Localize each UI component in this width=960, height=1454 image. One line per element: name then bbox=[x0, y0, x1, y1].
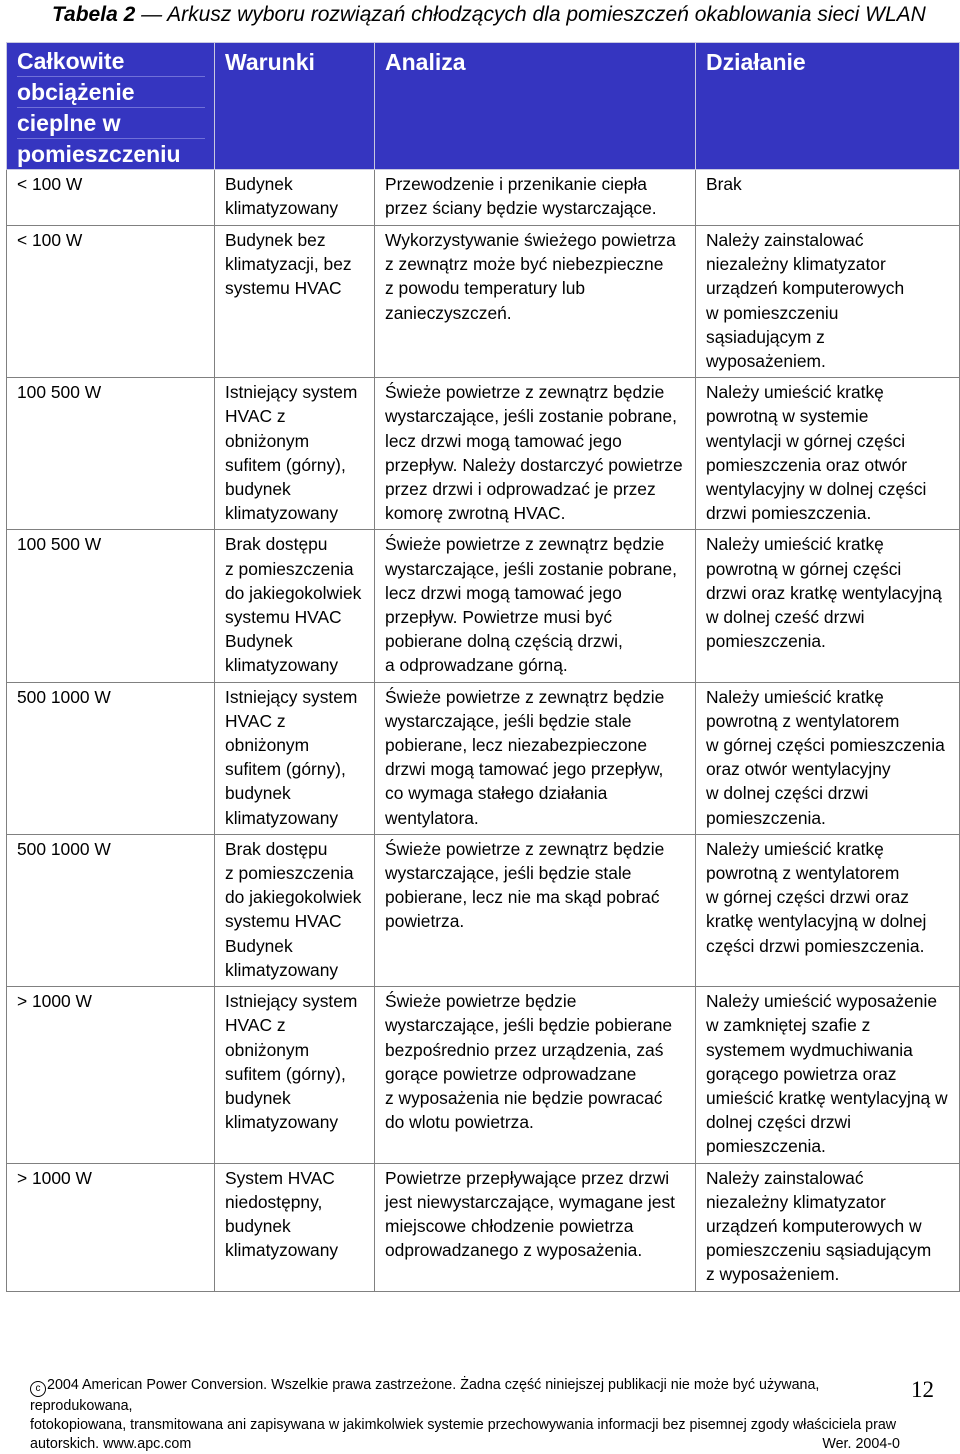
cell-line: powietrza. bbox=[385, 911, 465, 932]
cell-line: 500 1000 W bbox=[17, 838, 111, 859]
cell-line: gorące powietrze odprowadzane bbox=[385, 1063, 637, 1084]
footer-website: autorskich. www.apc.com bbox=[30, 1436, 192, 1452]
cell-line: wentylacji w górnej części bbox=[706, 430, 906, 451]
header-line: pomieszczeniu bbox=[17, 141, 181, 167]
cell-line: w górnej części pomieszczenia bbox=[706, 735, 945, 756]
cell-line: Budynek bbox=[225, 631, 293, 652]
cell-line: Należy umieścić kratkę bbox=[706, 534, 884, 555]
page-number: 12 bbox=[911, 1377, 934, 1402]
copyright-icon: c bbox=[30, 1381, 46, 1397]
cell-line: a odprowadzane górną. bbox=[385, 655, 568, 676]
cell-line: > 1000 W bbox=[17, 1167, 92, 1188]
cell-line: urządzeń komputerowych bbox=[706, 278, 905, 299]
header-line: obciążenie bbox=[17, 77, 205, 108]
cell-line: pobierane dolną częścią drzwi, bbox=[385, 631, 623, 652]
footer-line-2: fotokopiowana, transmitowana ani zapisywana w jakimkolwiek systemie przechowywania informacji bez pisemnej zgody właściciela praw bbox=[30, 1417, 897, 1433]
cell-line: wystarczające, jeśli będzie stale bbox=[385, 710, 632, 731]
header-line: Działanie bbox=[706, 49, 806, 75]
cell-line: drzwi oraz kratkę wentylacyjną bbox=[706, 582, 942, 603]
analysis-cell bbox=[375, 226, 696, 378]
cell-line: jest niewystarczające, wymagane jest bbox=[385, 1191, 675, 1212]
cell-line: klimatyzowany bbox=[225, 959, 339, 980]
action-cell bbox=[696, 834, 960, 986]
cell-line: sufitem (górny), bbox=[225, 759, 346, 780]
cell-line: dolnej części drzwi bbox=[706, 1112, 851, 1133]
conditions-cell bbox=[215, 170, 375, 226]
action-cell bbox=[696, 987, 960, 1163]
action-cell bbox=[696, 682, 960, 834]
footer-line-1 bbox=[30, 1376, 900, 1416]
table-title bbox=[52, 3, 926, 27]
conditions-cell bbox=[215, 226, 375, 378]
cell-line: Świeże powietrze z zewnątrz będzie bbox=[385, 686, 665, 707]
cell-line: klimatyzowany bbox=[225, 807, 339, 828]
heat-load-cell bbox=[7, 834, 215, 986]
cell-line: w górnej części drzwi oraz bbox=[706, 887, 909, 908]
cell-line: Powietrze przepływające przez drzwi bbox=[385, 1167, 670, 1188]
cell-line: System HVAC bbox=[225, 1167, 335, 1188]
cell-line: pomieszczeniu sąsiadującym bbox=[706, 1240, 932, 1261]
cell-line: klimatyzowany bbox=[225, 198, 339, 219]
cell-line: do jakiegokolwiek bbox=[225, 582, 362, 603]
cell-line: pomieszczenia. bbox=[706, 631, 826, 652]
header-row bbox=[7, 43, 960, 170]
action-cell bbox=[696, 530, 960, 682]
conditions-cell bbox=[215, 987, 375, 1163]
conditions-cell bbox=[215, 834, 375, 986]
analysis-cell bbox=[375, 378, 696, 530]
cell-line: w dolnej cześć drzwi bbox=[706, 607, 865, 628]
cell-line: systemu HVAC bbox=[225, 911, 342, 932]
cell-line: 500 1000 W bbox=[17, 686, 111, 707]
title-dash: — bbox=[141, 3, 163, 26]
cell-line: wyposażeniem. bbox=[706, 351, 826, 372]
cell-line: Wykorzystywanie świeżego powietrza bbox=[385, 230, 676, 250]
cell-line: wystarczające, jeśli zostanie pobrane, bbox=[385, 558, 677, 579]
cell-line: obniżonym bbox=[225, 430, 310, 451]
cell-line: Brak dostępu bbox=[225, 534, 328, 555]
header-line: Warunki bbox=[225, 49, 315, 75]
cell-line: co wymaga stałego działania bbox=[385, 783, 608, 804]
footer-version: Wer. 2004-0 bbox=[822, 1436, 900, 1452]
action-cell bbox=[696, 378, 960, 530]
cell-line: niedostępny, bbox=[225, 1191, 323, 1212]
conditions-cell bbox=[215, 530, 375, 682]
cell-line: wentylatora. bbox=[385, 807, 479, 828]
cell-line: kratkę wentylacyjną w dolnej bbox=[706, 911, 927, 932]
cell-line: umieścić kratkę wentylacyjną w bbox=[706, 1087, 948, 1108]
cell-line: pobierane, lecz nie ma skąd pobrać bbox=[385, 887, 660, 908]
table-row bbox=[7, 378, 960, 530]
cell-line: w zamkniętej szafie z bbox=[706, 1015, 871, 1036]
conditions-cell bbox=[215, 378, 375, 530]
action-cell bbox=[696, 170, 960, 226]
cell-line: systemu HVAC bbox=[225, 278, 342, 299]
cell-line: klimatyzacji, bez bbox=[225, 254, 352, 275]
cell-line: w dolnej części drzwi bbox=[706, 783, 869, 804]
cell-line: powrotną z wentylatorem bbox=[706, 863, 900, 884]
cooling-table-container bbox=[6, 42, 959, 1292]
cell-line: obniżonym bbox=[225, 1039, 310, 1060]
cell-line: Istniejący system bbox=[225, 686, 358, 707]
header-line: Całkowite bbox=[17, 46, 205, 77]
conditions-cell bbox=[215, 1163, 375, 1291]
table-body bbox=[7, 170, 960, 1292]
cell-line: Świeże powietrze z zewnątrz będzie bbox=[385, 382, 665, 403]
cell-line: Brak bbox=[706, 174, 742, 194]
cell-line: pobierane, lecz niezabezpieczone bbox=[385, 735, 648, 756]
cell-line: budynek bbox=[225, 479, 291, 500]
cell-line: oraz otwór wentylacyjny bbox=[706, 759, 891, 780]
cell-line: 100 500 W bbox=[17, 382, 102, 403]
heat-load-cell bbox=[7, 530, 215, 682]
cell-line: Świeże powietrze z zewnątrz będzie bbox=[385, 534, 665, 555]
cell-line: Istniejący system bbox=[225, 382, 358, 403]
page-footer bbox=[30, 1376, 900, 1454]
cell-line: z pomieszczenia bbox=[225, 863, 354, 884]
cell-line: Budynek bez bbox=[225, 230, 326, 250]
cell-line: budynek bbox=[225, 1215, 291, 1236]
heat-load-cell bbox=[7, 682, 215, 834]
cell-line: sufitem (górny), bbox=[225, 454, 346, 475]
table-row bbox=[7, 1163, 960, 1291]
cell-line: < 100 W bbox=[17, 230, 83, 250]
cell-line: w pomieszczeniu bbox=[706, 302, 839, 323]
cell-line: powrotną w górnej części bbox=[706, 558, 902, 579]
cell-line: do jakiegokolwiek bbox=[225, 887, 362, 908]
cell-line: pomieszczenia oraz otwór bbox=[706, 454, 908, 475]
cell-line: wentylacyjny w dolnej części bbox=[706, 479, 927, 500]
cell-line: Świeże powietrze z zewnątrz będzie bbox=[385, 838, 665, 859]
cell-line: z powodu temperatury lub bbox=[385, 278, 586, 299]
cell-line: HVAC z bbox=[225, 710, 286, 731]
cell-line: systemem wydmuchiwania bbox=[706, 1039, 913, 1060]
cell-line: Należy umieścić kratkę bbox=[706, 838, 884, 859]
cell-line: Świeże powietrze będzie bbox=[385, 991, 577, 1012]
cell-line: powrotną w systemie bbox=[706, 406, 869, 427]
cell-line: Przewodzenie i przenikanie ciepła bbox=[385, 174, 647, 194]
header-line: Analiza bbox=[385, 49, 466, 75]
cell-line: komorę zwrotną HVAC. bbox=[385, 503, 566, 524]
table-label: Tabela 2 bbox=[52, 3, 136, 26]
header-line: cieplne w bbox=[17, 108, 205, 139]
cell-line: klimatyzowany bbox=[225, 655, 339, 676]
cell-line: budynek bbox=[225, 783, 291, 804]
cell-line: HVAC z bbox=[225, 406, 286, 427]
table-row bbox=[7, 987, 960, 1163]
cell-line: przepływ. Należy dostarczyć powietrze bbox=[385, 454, 683, 475]
cell-line: < 100 W bbox=[17, 174, 83, 194]
cell-line: do wlotu powietrza. bbox=[385, 1112, 534, 1133]
cell-line: przez drzwi i odprowadzać je przez bbox=[385, 479, 656, 500]
heat-load-cell bbox=[7, 170, 215, 226]
conditions-cell bbox=[215, 682, 375, 834]
cell-line: Istniejący system bbox=[225, 991, 358, 1012]
cell-line: pomieszczenia. bbox=[706, 1136, 826, 1157]
header-action bbox=[696, 43, 960, 170]
cell-line: miejscowe chłodzenie powietrza bbox=[385, 1215, 634, 1236]
cell-line: sufitem (górny), bbox=[225, 1063, 346, 1084]
cell-line: wystarczające, jeśli będzie stale bbox=[385, 863, 632, 884]
cell-line: przez ściany będzie wystarczające. bbox=[385, 198, 657, 219]
table-row bbox=[7, 834, 960, 986]
header-heat-load bbox=[7, 43, 215, 170]
cell-line: klimatyzowany bbox=[225, 503, 339, 524]
analysis-cell bbox=[375, 987, 696, 1163]
cell-line: HVAC z bbox=[225, 1015, 286, 1036]
cell-line: lecz drzwi mogą tamować jego bbox=[385, 582, 622, 603]
table-row bbox=[7, 226, 960, 378]
analysis-cell bbox=[375, 834, 696, 986]
analysis-cell bbox=[375, 530, 696, 682]
cell-line: wystarczające, jeśli zostanie pobrane, bbox=[385, 406, 677, 427]
table-row bbox=[7, 530, 960, 682]
cell-line: niezależny klimatyzator bbox=[706, 254, 886, 275]
cell-line: gorącego powietrza oraz bbox=[706, 1063, 897, 1084]
copyright-text: 2004 American Power Conversion. Wszelkie prawa zastrzeżone. Żadna część niniejszej publikacji nie może być używana, reprodukowana, bbox=[30, 1377, 820, 1414]
title-text: Arkusz wyboru rozwiązań chłodzących dla pomieszczeń okablowania sieci WLAN bbox=[167, 3, 926, 26]
header-analysis bbox=[375, 43, 696, 170]
cell-line: Należy zainstalować bbox=[706, 230, 864, 250]
cell-line: obniżonym bbox=[225, 735, 310, 756]
heat-load-cell bbox=[7, 1163, 215, 1291]
cell-line: > 1000 W bbox=[17, 991, 92, 1012]
cell-line: systemu HVAC bbox=[225, 607, 342, 628]
cell-line: bezpośrednio przez urządzenia, zaś bbox=[385, 1039, 664, 1060]
analysis-cell bbox=[375, 170, 696, 226]
analysis-cell bbox=[375, 1163, 696, 1291]
cell-line: wystarczające, jeśli będzie pobierane bbox=[385, 1015, 673, 1036]
header-conditions bbox=[215, 43, 375, 170]
table-row bbox=[7, 682, 960, 834]
cell-line: Budynek bbox=[225, 935, 293, 956]
cell-line: Należy umieścić kratkę bbox=[706, 686, 884, 707]
cell-line: z wyposażeniem. bbox=[706, 1264, 840, 1285]
cell-line: niezależny klimatyzator bbox=[706, 1191, 886, 1212]
cell-line: Budynek bbox=[225, 174, 293, 194]
cell-line: 100 500 W bbox=[17, 534, 102, 555]
cell-line: Brak dostępu bbox=[225, 838, 328, 859]
cell-line: przepływ. Powietrze musi być bbox=[385, 607, 613, 628]
cell-line: drzwi mogą tamować jego przepływ, bbox=[385, 759, 664, 780]
cell-line: części drzwi pomieszczenia. bbox=[706, 935, 925, 956]
cell-line: z pomieszczenia bbox=[225, 558, 354, 579]
heat-load-cell bbox=[7, 378, 215, 530]
cell-line: sąsiadującym z bbox=[706, 326, 825, 347]
cell-line: Należy umieścić wyposażenie bbox=[706, 991, 938, 1012]
cell-line: zanieczyszczeń. bbox=[385, 302, 512, 323]
cell-line: powrotną z wentylatorem bbox=[706, 710, 900, 731]
analysis-cell bbox=[375, 682, 696, 834]
cooling-solutions-table bbox=[6, 42, 960, 1292]
cell-line: drzwi pomieszczenia. bbox=[706, 503, 872, 524]
cell-line: lecz drzwi mogą tamować jego bbox=[385, 430, 622, 451]
cell-line: pomieszczenia. bbox=[706, 807, 826, 828]
cell-line: klimatyzowany bbox=[225, 1112, 339, 1133]
cell-line: z zewnątrz może być niebezpieczne bbox=[385, 254, 664, 275]
cell-line: budynek bbox=[225, 1087, 291, 1108]
cell-line: urządzeń komputerowych w bbox=[706, 1215, 922, 1236]
action-cell bbox=[696, 226, 960, 378]
cell-line: z wyposażenia nie będzie powracać bbox=[385, 1087, 663, 1108]
cell-line: klimatyzowany bbox=[225, 1240, 339, 1261]
cell-line: odprowadzanego z wyposażenia. bbox=[385, 1240, 643, 1261]
heat-load-cell bbox=[7, 226, 215, 378]
heat-load-cell bbox=[7, 987, 215, 1163]
table-row bbox=[7, 170, 960, 226]
cell-line: Należy zainstalować bbox=[706, 1167, 864, 1188]
footer-line-3 bbox=[30, 1435, 900, 1454]
cell-line: Należy umieścić kratkę bbox=[706, 382, 884, 403]
action-cell bbox=[696, 1163, 960, 1291]
